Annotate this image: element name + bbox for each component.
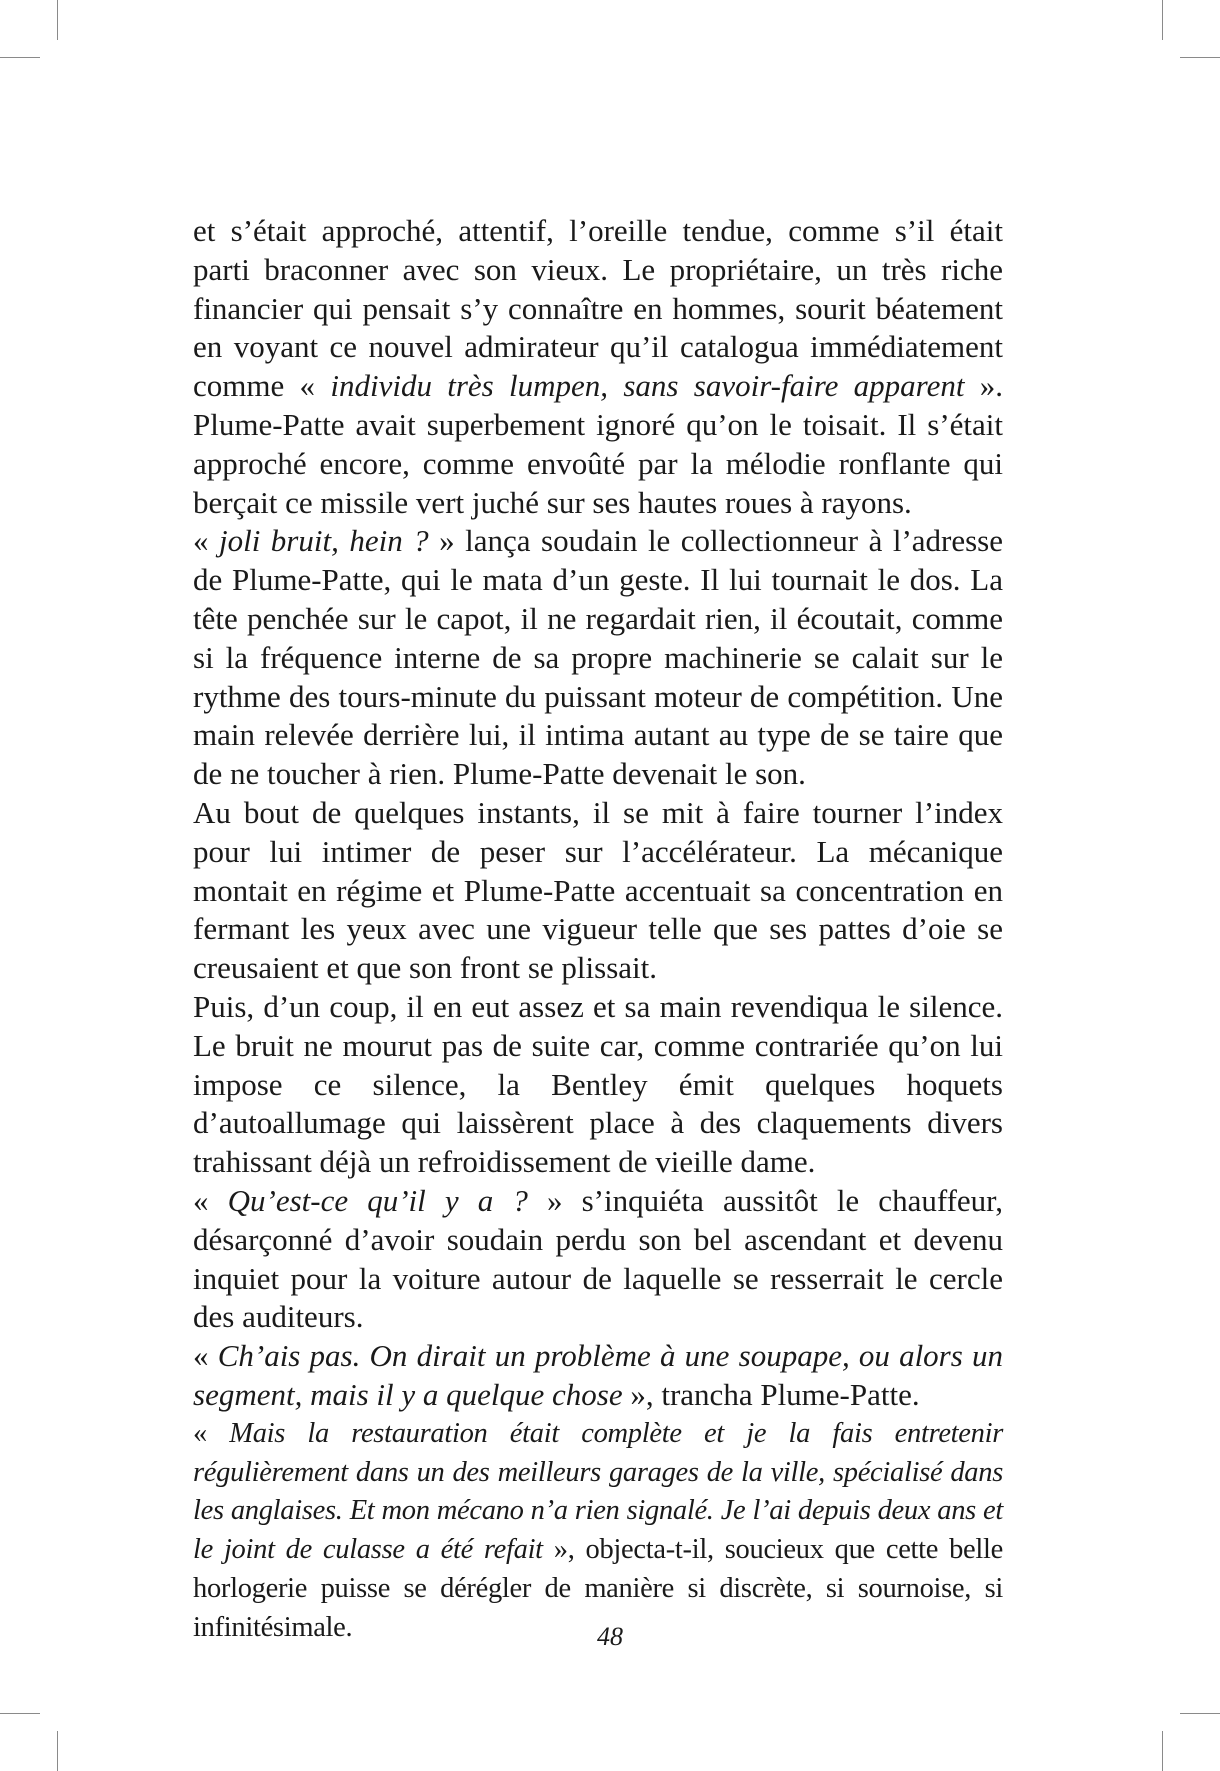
crop-mark-bottom-left [57,1731,58,1771]
paragraph [193,1337,1003,1415]
paragraph [193,1415,1003,1648]
text-run: », trancha Plume-Patte. [622,1376,920,1412]
text-run: « [193,1417,230,1449]
crop-mark-bottom-left [0,1713,40,1714]
crop-mark-bottom-right [1180,1713,1220,1714]
page-number: 48 [597,1622,623,1651]
paragraph [193,794,1003,988]
text-run: Puis, d’un coup, il en eut assez et sa main revendiqua le silence. Le bruit ne mourut pas de suite car, comme contrariée qu’on lui impose ce silence, la Bentley émit quelques hoquets d’autoallumage qui laissèrent place à des claquements divers trahissant déjà un refroidissement de vieille dame. [193,988,1003,1180]
text-run: » s’inquiéta aussitôt le chauffeur, désarçonné d’avoir soudain perdu son bel ascendant et devenu inquiet pour la voiture autour de laquelle se resserrait le cercle des auditeurs. [193,1182,1004,1335]
body-text [193,212,1003,1647]
italic-quote: Qu’est-ce qu’il y a ? [227,1182,528,1218]
text-run: et s’était approché, attentif, l’oreille tendue, comme s’il était parti braconner avec son vieux. Le propriétaire, un très riche financier qui pensait s’y connaître en hommes, sourit béatement en voyant ce nouvel admirateur qu’il catalogua immédiatement comme « [193,213,1003,404]
italic-quote: Mais la restauration était complète et je la fais entretenir régulièrement dans un des meilleurs garages de la ville, spécialisé dans les anglaises. Et mon mécano n’a rien signalé. Je l’ai depuis deux ans et le joint de culasse a été refait [193,1417,1003,1566]
italic-quote: Ch’ais pas. On dirait un problème à une soupape, ou alors un segment, mais il y a quelque chose [193,1338,1003,1412]
italic-quote: individu très lumpen, sans savoir-faire apparent [330,368,965,404]
crop-mark-top-left [57,0,58,40]
crop-mark-top-right [1180,57,1220,58]
text-run: « [193,1338,218,1374]
text-run: « [193,523,219,559]
text-run: « [193,1182,228,1218]
text-run: Au bout de quelques instants, il se mit à faire tourner l’index pour lui intimer de peser sur l’accélérateur. La mécanique montait en régime et Plume-Patte accentuait sa concentration en fermant les yeux avec une vigueur telle que ses pattes d’oie se creusaient et que son front se plissait. [193,794,1003,986]
paragraph [193,988,1003,1182]
text-run: », objecta-t-il, soucieux que cette belle horlogerie puisse se dérégler de manière si discrète, si sournoise, si infinitésimale. [193,1534,1003,1643]
crop-mark-top-left [0,57,40,58]
paragraph [193,522,1003,794]
crop-mark-top-right [1162,0,1163,40]
paragraph [193,1182,1003,1337]
text-run: » lança soudain le collectionneur à l’adresse de Plume-Patte, qui le mata d’un geste. Il lui tournait le dos. La tête penchée sur le capot, il ne regardait rien, il écoutait, comme si la fréquence interne de sa propre machinerie se calait sur le rythme des tours-minute du puissant moteur de compétition. Une main relevée derrière lui, il intima autant au type de se taire que de ne toucher à rien. Plume-Patte devenait le son. [193,523,1004,792]
crop-mark-bottom-right [1162,1731,1163,1771]
paragraph [193,212,1003,522]
text-run: ». Plume-Patte avait superbement ignoré qu’on le toisait. Il s’était approché encore, comme envoûté par la mélodie ronflante qui berçait ce missile vert juché sur ses hautes roues à rayons. [193,368,1003,520]
italic-quote: joli bruit, hein ? [218,523,429,559]
